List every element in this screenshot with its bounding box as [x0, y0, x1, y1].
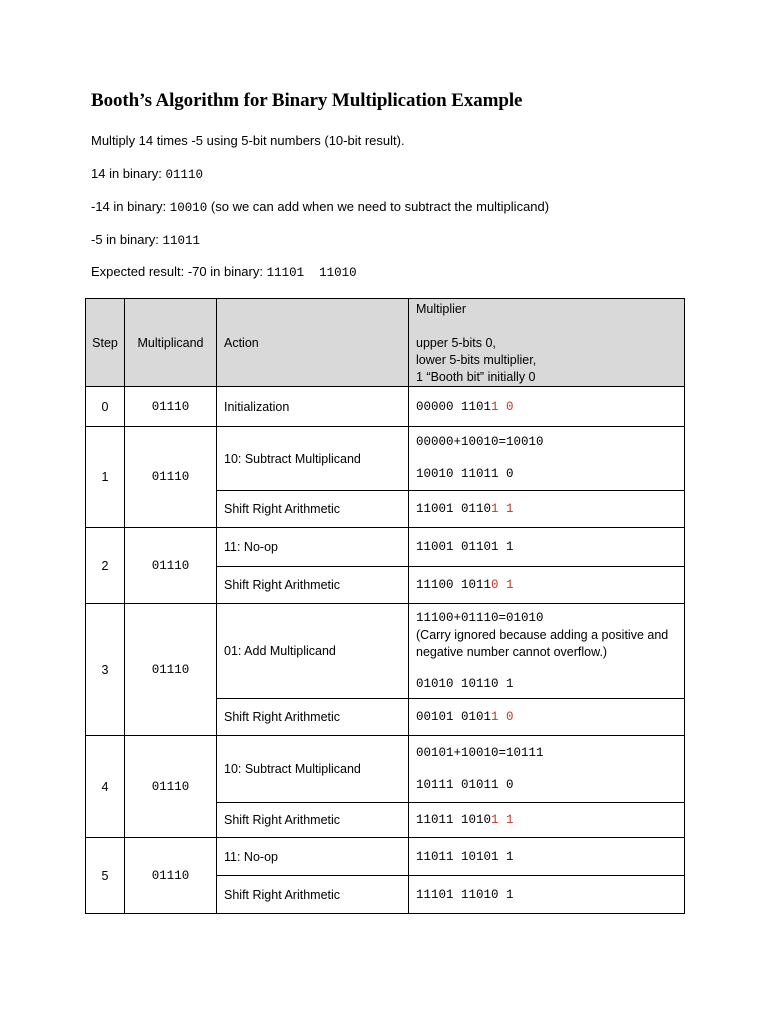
line-neg14-binary	[91, 199, 549, 215]
multiplier-cell: 11001 01101 1	[409, 528, 685, 567]
calc-line: 00101+10010=10111	[416, 745, 544, 760]
calc-line: 11100+01110=01010	[416, 610, 544, 625]
line-neg5-label: -5 in binary:	[91, 232, 163, 247]
action-cell: 10: Subtract Multiplicand	[217, 736, 409, 803]
header-multiplier-title: Multiplier	[416, 302, 467, 316]
header-action: Action	[217, 299, 409, 387]
booth-bits-highlight: 1 0	[491, 399, 514, 414]
action-cell: 11: No-op	[217, 528, 409, 567]
multiplicand-cell: 01110	[125, 528, 217, 604]
step-cell: 3	[86, 604, 125, 736]
line-neg14-value: 10010	[169, 201, 208, 215]
action-cell: Shift Right Arithmetic	[217, 876, 409, 914]
header-multiplier-line2: lower 5-bits multiplier,	[416, 353, 537, 367]
multiplier-cell: 11011 10101 1	[409, 838, 685, 876]
action-cell: 10: Subtract Multiplicand	[217, 427, 409, 491]
result-line: 10010 11011 0	[416, 467, 514, 481]
multiplier-bits: 11001 0110	[416, 502, 492, 516]
booth-bits-highlight: 1 0	[491, 710, 514, 724]
line-neg14-label: -14 in binary:	[91, 199, 170, 214]
action-cell: Initialization	[217, 387, 409, 427]
step-cell: 4	[86, 736, 125, 838]
table-row	[86, 604, 685, 699]
line-14-label: 14 in binary:	[91, 166, 166, 181]
line-neg5-binary	[91, 232, 200, 248]
expected-result-line	[91, 264, 357, 280]
expected-value: 11101 11010	[266, 266, 357, 280]
multiplier-cell	[409, 699, 685, 736]
multiplier-cell	[409, 736, 685, 803]
multiplier-bits: 00000 1101	[416, 399, 492, 414]
step-cell: 5	[86, 838, 125, 914]
multiplicand-cell: 01110	[125, 387, 217, 427]
table-row	[86, 387, 685, 427]
calc-line: 00000+10010=10010	[416, 435, 544, 449]
table-row	[86, 427, 685, 491]
multiplier-bits: 00101 0101	[416, 710, 492, 724]
multiplicand-cell: 01110	[125, 427, 217, 528]
booth-bits-highlight: 1 1	[491, 813, 514, 827]
multiplicand-cell: 01110	[125, 838, 217, 914]
multiplier-cell	[409, 567, 685, 604]
multiplier-bits: 11100 1011	[416, 578, 492, 592]
multiplier-cell	[409, 604, 685, 699]
line-neg5-value: 11011	[162, 234, 201, 248]
intro-text: Multiply 14 times -5 using 5-bit numbers (10-bit result).	[91, 133, 405, 148]
table-row	[86, 736, 685, 803]
line-14-binary	[91, 166, 203, 182]
line-14-value: 01110	[165, 168, 203, 182]
table-row	[86, 838, 685, 876]
header-multiplier-line1: upper 5-bits 0,	[416, 336, 496, 350]
expected-label: Expected result: -70 in binary:	[91, 264, 267, 279]
header-multiplicand: Multiplicand	[125, 299, 217, 387]
action-cell: Shift Right Arithmetic	[217, 567, 409, 604]
action-cell: Shift Right Arithmetic	[217, 699, 409, 736]
header-multiplier-line3: 1 “Booth bit” initially 0	[416, 370, 536, 384]
booth-bits-highlight: 1 1	[491, 502, 514, 516]
step-cell: 1	[86, 427, 125, 528]
action-cell: Shift Right Arithmetic	[217, 803, 409, 838]
booth-bits-highlight: 0 1	[491, 578, 514, 592]
multiplier-cell: 11101 11010 1	[409, 876, 685, 914]
action-cell: 11: No-op	[217, 838, 409, 876]
page-title: Booth’s Algorithm for Binary Multiplication Example	[91, 90, 523, 111]
multiplier-bits: 11011 1010	[416, 813, 492, 827]
header-multiplier	[409, 299, 685, 387]
multiplier-cell	[409, 387, 685, 427]
result-line: 10111 01011 0	[416, 777, 514, 792]
multiplicand-cell: 01110	[125, 736, 217, 838]
multiplicand-cell: 01110	[125, 604, 217, 736]
table-row	[86, 528, 685, 567]
multiplier-cell	[409, 803, 685, 838]
action-cell: 01: Add Multiplicand	[217, 604, 409, 699]
multiplier-cell	[409, 491, 685, 528]
multiplier-cell	[409, 427, 685, 491]
step-cell: 0	[86, 387, 125, 427]
result-line: 01010 10110 1	[416, 676, 514, 691]
carry-note: (Carry ignored because adding a positive and negative number cannot overflow.)	[416, 627, 669, 659]
header-step: Step	[86, 299, 125, 387]
action-cell: Shift Right Arithmetic	[217, 491, 409, 528]
table-header-row	[86, 299, 685, 387]
booth-steps-table	[85, 298, 685, 914]
step-cell: 2	[86, 528, 125, 604]
line-neg14-note: (so we can add when we need to subtract the multiplicand)	[207, 199, 550, 214]
